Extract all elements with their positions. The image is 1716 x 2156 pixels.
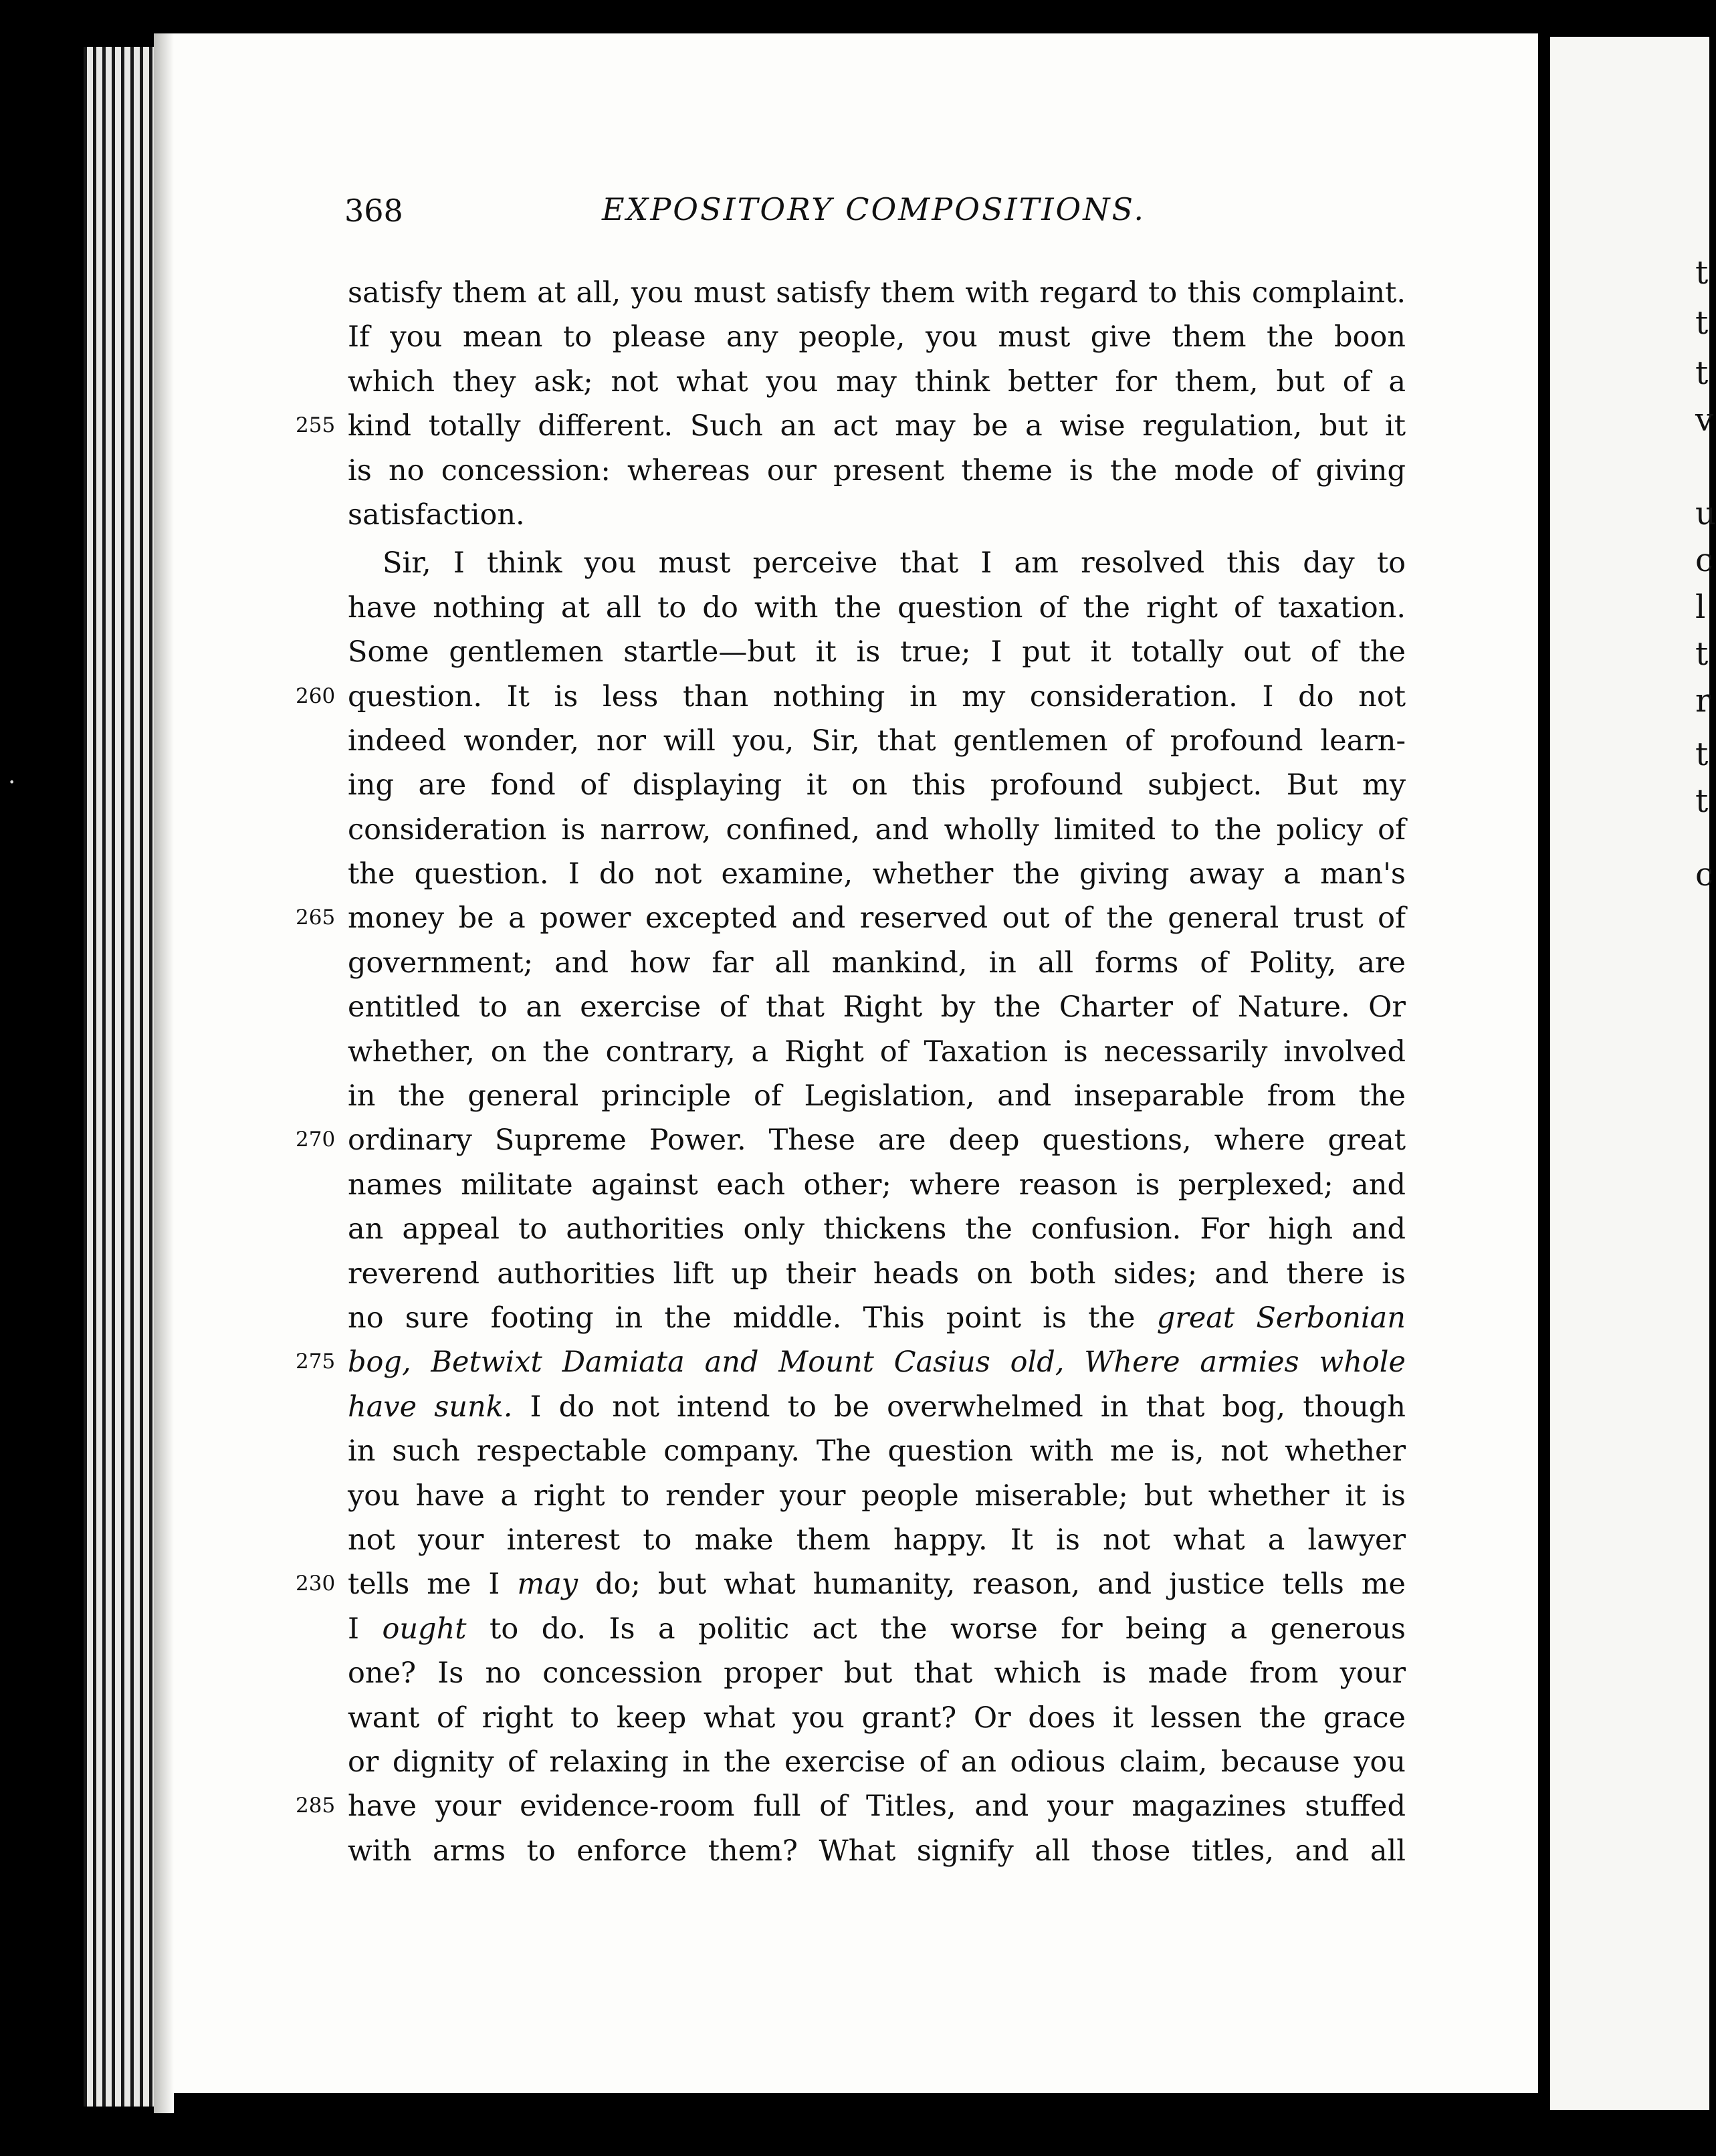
text-line: satisfaction. [348,498,525,532]
text-line: have your evidence-room full of Titles, and your magazines stuffed [348,1790,1406,1824]
running-head: EXPOSITORY COMPOSITIONS. [602,191,1146,227]
facing-page-letter: t [1695,254,1709,292]
text-line: no sure footing in the middle. This point is the great Serbonian [348,1301,1406,1335]
text-line: the question. I do not examine, whether the giving away a man's [348,857,1406,891]
gutter-speck: · [8,769,16,796]
facing-page-letter: c [1695,542,1713,579]
text-line: or dignity of relaxing in the exercise of an odious claim, because you [348,1745,1406,1779]
text-line: tells me I may do; but what humanity, reason, and justice tells me [348,1568,1406,1602]
text-line: kind totally different. Such an act may be a wise regulation, but it [348,409,1406,443]
text-line: bog, Betwixt Damiata and Mount Casius old, Where armies whole [348,1345,1406,1380]
text-line: Sir, I think you must perceive that I am resolved this day to [383,546,1406,580]
facing-page-letter: r [1695,682,1711,720]
margin-line-number: 285 [296,1794,336,1818]
facing-page-letter: v [1695,401,1714,439]
text-line: indeed wonder, nor will you, Sir, that gentlemen of profound learn- [348,724,1406,758]
margin-line-number: 275 [296,1350,336,1374]
text-line: satisfy them at all, you must satisfy them with regard to this complaint. [348,276,1406,310]
page-number: 368 [344,193,403,229]
text-line: whether, on the contrary, a Right of Taxation is necessarily involved [348,1035,1406,1069]
text-line: one? Is no concession proper but that which is made from your [348,1656,1406,1691]
text-line: money be a power excepted and reserved out of the general trust of [348,901,1406,936]
margin-line-number: 265 [296,905,336,930]
text-line: entitled to an exercise of that Right by the Charter of Nature. Or [348,990,1406,1025]
text-line: have nothing at all to do with the question of the right of taxation. [348,590,1406,625]
margin-line-number: 255 [296,413,336,437]
margin-line-number: 260 [296,684,336,708]
text-line: Some gentlemen startle—but it is true; I put it totally out of the [348,635,1406,669]
body-text [348,271,1406,1873]
text-line: an appeal to authorities only thickens the confusion. For high and [348,1212,1406,1247]
facing-page-letter: t [1695,736,1709,773]
margin-line-number: 270 [296,1127,336,1152]
text-line: which they ask; not what you may think better for them, but of a [348,364,1406,399]
text-line: consideration is narrow, confined, and wholly limited to the policy of [348,813,1406,847]
text-line: want of right to keep what you grant? Or does it lessen the grace [348,1701,1406,1735]
text-line: ing are fond of displaying it on this profound subject. But my [348,768,1406,802]
text-line: I ought to do. Is a politic act the worse for being a generous [348,1612,1406,1646]
facing-page-letter: l [1695,588,1706,626]
gutter-shadow [154,33,174,2113]
text-line: you have a right to render your people miserable; but whether it is [348,1479,1406,1513]
text-line: with arms to enforce them? What signify all those titles, and all [348,1834,1406,1868]
text-line: If you mean to please any people, you must give them the boon [348,320,1406,354]
facing-page-letter: t [1695,304,1709,342]
margin-line-number: 230 [296,1572,336,1596]
text-line: in the general principle of Legislation, and inseparable from the [348,1079,1406,1113]
text-line: question. It is less than nothing in my consideration. I do not [348,679,1406,714]
facing-page-letter: t [1695,782,1709,820]
facing-page-letter: u [1695,495,1716,532]
text-line: names militate against each other; where reason is perplexed; and [348,1168,1406,1202]
text-line: ordinary Supreme Power. These are deep questions, where great [348,1123,1406,1158]
text-line: reverend authorities lift up their heads on both sides; and there is [348,1257,1406,1291]
facing-page-letter: c [1695,856,1713,893]
facing-page [1550,37,1709,2110]
text-line: have sunk. I do not intend to be overwhelmed in that bog, though [348,1390,1406,1424]
facing-page-letter: t [1695,354,1709,392]
text-line: not your interest to make them happy. It is not what a lawyer [348,1523,1406,1557]
text-line: is no concession: whereas our present theme is the mode of giving [348,453,1406,488]
text-line: government; and how far all mankind, in all forms of Polity, are [348,946,1406,980]
facing-page-letter: t [1695,635,1709,673]
text-line: in such respectable company. The question with me is, not whether [348,1434,1406,1469]
